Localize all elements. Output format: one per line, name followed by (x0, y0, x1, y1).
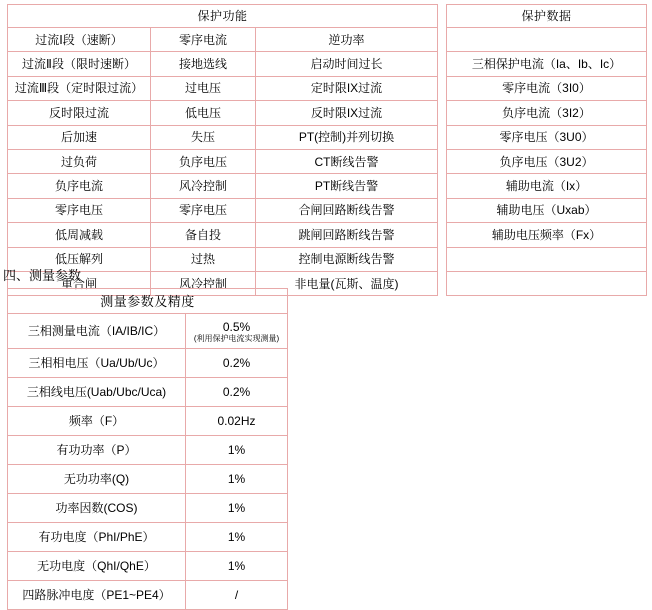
table-header-row (8, 5, 438, 28)
spacer-cell (447, 271, 647, 295)
function-cell: PT断线告警 (256, 174, 438, 198)
table-row (447, 149, 647, 173)
measurement-note: (利用保护电流实现测量) (193, 333, 280, 343)
function-cell: 过流Ⅲ段（定时限过流） (8, 76, 151, 100)
measurement-name: 有功电度（PhI/PhE） (8, 523, 186, 552)
table-row (8, 125, 438, 149)
table-row (447, 223, 647, 247)
table-row (8, 52, 438, 76)
measurement-value: 1% (186, 465, 288, 494)
measurement-value: 0.2% (186, 349, 288, 378)
measurement-value: 0.02Hz (186, 407, 288, 436)
table-row (8, 523, 288, 552)
table-row (8, 552, 288, 581)
table-row (8, 407, 288, 436)
data-item: 零序电流（3I0） (447, 76, 647, 100)
function-cell: 过流Ⅱ段（限时速断） (8, 52, 151, 76)
function-cell: 风冷控制 (151, 174, 256, 198)
function-cell: 低周减载 (8, 223, 151, 247)
protection-data-header: 保护数据 (447, 5, 647, 28)
table-row (447, 174, 647, 198)
function-cell: 反时限过流 (8, 101, 151, 125)
protection-data-table (446, 4, 647, 296)
function-cell: 失压 (151, 125, 256, 149)
function-cell: 跳闸回路断线告警 (256, 223, 438, 247)
measurement-name: 无功功率(Q) (8, 465, 186, 494)
function-cell: 非电量(瓦斯、温度) (256, 271, 438, 295)
measurement-value-text: 0.5% (222, 319, 251, 334)
function-cell: 零序电压 (151, 198, 256, 222)
function-cell: 零序电流 (151, 28, 256, 52)
measurement-name: 三相线电压(Uab/Ubc/Uca) (8, 378, 186, 407)
spacer-cell (447, 247, 647, 271)
data-item: 辅助电流（Ix） (447, 174, 647, 198)
table-row (8, 349, 288, 378)
measurement-value: 1% (186, 494, 288, 523)
function-cell: 过热 (151, 247, 256, 271)
data-item: 负序电流（3I2） (447, 101, 647, 125)
function-cell: 零序电压 (8, 198, 151, 222)
table-header-row (447, 5, 647, 28)
measurement-name: 频率（F） (8, 407, 186, 436)
measurement-value (186, 314, 288, 349)
function-cell: 负序电流 (8, 174, 151, 198)
data-item: 三相保护电流（Ia、Ib、Ic） (447, 52, 647, 76)
table-row (447, 125, 647, 149)
table-row (8, 76, 438, 100)
table-row (8, 28, 438, 52)
table-header-row (8, 289, 288, 314)
table-row (8, 465, 288, 494)
measurement-name: 功率因数(COS) (8, 494, 186, 523)
measurement-name: 四路脉冲电度（PE1~PE4） (8, 581, 186, 610)
table-row (447, 28, 647, 52)
data-item: 零序电压（3U0） (447, 125, 647, 149)
function-cell: 低电压 (151, 101, 256, 125)
function-cell: 过电压 (151, 76, 256, 100)
table-row (8, 198, 438, 222)
function-cell: 重合闸 (8, 271, 151, 295)
measurement-name: 有功功率（P） (8, 436, 186, 465)
measurement-name: 无功电度（QhI/QhE） (8, 552, 186, 581)
spacer-cell (447, 28, 647, 52)
measurement-value: 0.2% (186, 378, 288, 407)
table-row (8, 494, 288, 523)
function-cell: 备自投 (151, 223, 256, 247)
function-cell: 后加速 (8, 125, 151, 149)
table-row (447, 76, 647, 100)
table-row (447, 52, 647, 76)
measurement-value: 1% (186, 436, 288, 465)
protection-function-table (7, 4, 438, 296)
function-cell: 启动时间过长 (256, 52, 438, 76)
table-row (8, 101, 438, 125)
function-cell: 过负荷 (8, 149, 151, 173)
table-row (447, 198, 647, 222)
top-tables-area (7, 4, 645, 296)
data-item: 负序电压（3U2） (447, 149, 647, 173)
table-row (8, 436, 288, 465)
function-cell: 合闸回路断线告警 (256, 198, 438, 222)
table-row (447, 247, 647, 271)
section-heading: 四、测量参数 (3, 268, 82, 283)
measurement-name: 三相相电压（Ua/Ub/Uc） (8, 349, 186, 378)
table-row (8, 174, 438, 198)
measurement-table (7, 288, 288, 610)
function-cell: 过流Ⅰ段（速断） (8, 28, 151, 52)
table-row (8, 223, 438, 247)
function-cell: 接地选线 (151, 52, 256, 76)
data-item: 辅助电压（Uxab） (447, 198, 647, 222)
function-cell: CT断线告警 (256, 149, 438, 173)
measurement-table-wrap (7, 288, 288, 610)
function-cell: 风冷控制 (151, 271, 256, 295)
function-cell: PT(控制)并列切换 (256, 125, 438, 149)
function-cell: 反时限IX过流 (256, 101, 438, 125)
measurement-value: 1% (186, 552, 288, 581)
measurement-header: 测量参数及精度 (8, 289, 288, 314)
table-row (8, 378, 288, 407)
measurement-name: 三相测量电流（IA/IB/IC） (8, 314, 186, 349)
function-cell: 定时限IX过流 (256, 76, 438, 100)
function-cell: 负序电压 (151, 149, 256, 173)
function-cell: 控制电源断线告警 (256, 247, 438, 271)
table-row (447, 101, 647, 125)
table-row (447, 271, 647, 295)
table-row (8, 314, 288, 349)
measurement-value: / (186, 581, 288, 610)
function-cell: 逆功率 (256, 28, 438, 52)
data-item: 辅助电压频率（Fx） (447, 223, 647, 247)
function-cell: 低压解列 (8, 247, 151, 271)
table-row (8, 581, 288, 610)
table-row (8, 149, 438, 173)
protection-function-header: 保护功能 (8, 5, 438, 28)
measurement-value: 1% (186, 523, 288, 552)
